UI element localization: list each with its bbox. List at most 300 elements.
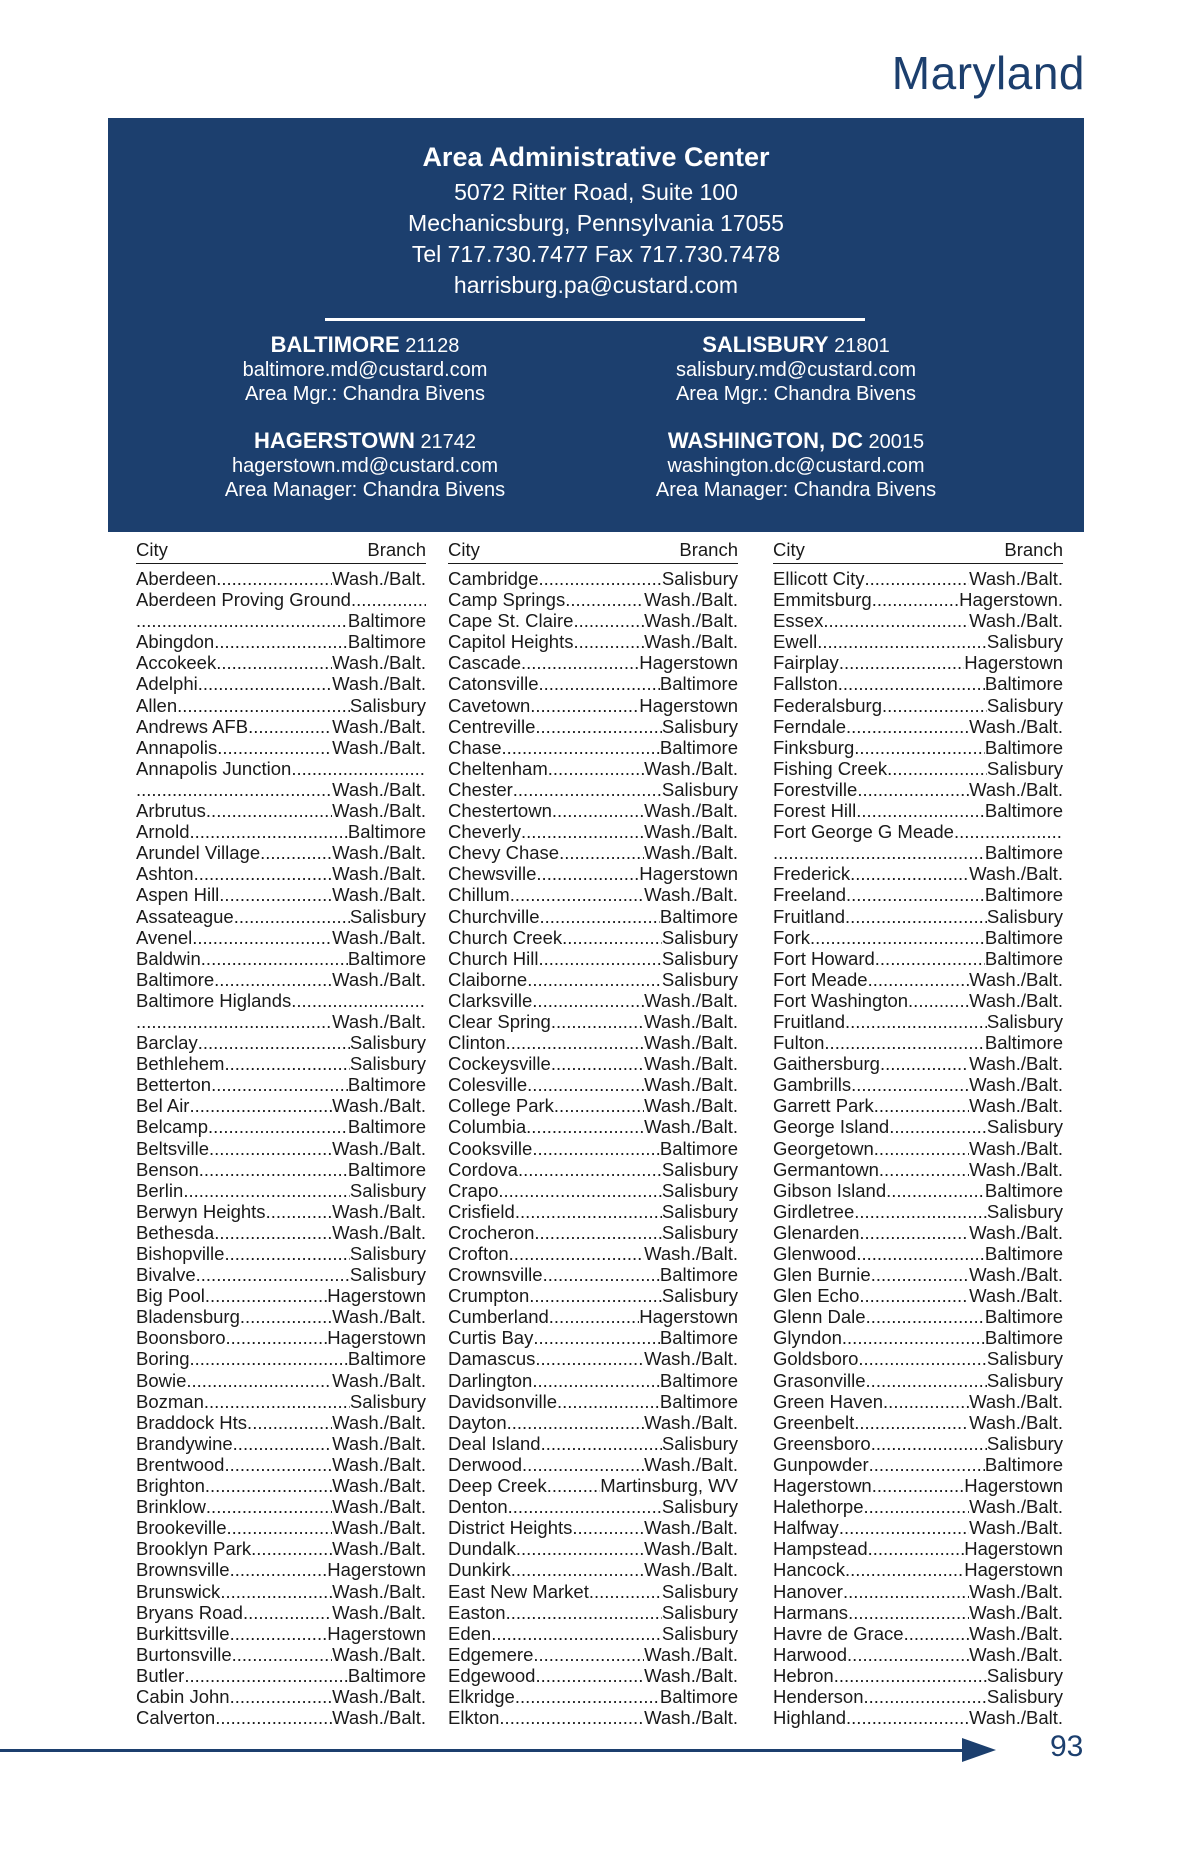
dot-leader [535, 716, 662, 737]
list-item [773, 1623, 1063, 1644]
branch-name: Salisbury [349, 1264, 426, 1286]
list-item [773, 1116, 1063, 1137]
dot-leader [856, 1243, 985, 1264]
branch-name: Wash./Balt. [644, 1559, 738, 1581]
branch-name: Wash./Balt. [644, 1116, 738, 1138]
list-item [136, 1306, 426, 1327]
branch-name: Baltimore [347, 1074, 426, 1096]
dot-leader [205, 1475, 332, 1496]
branch-name: Wash./Balt. [969, 1390, 1063, 1412]
dot-leader [491, 1623, 662, 1644]
branch-name: Wash./Balt. [969, 1496, 1063, 1518]
city-name: Bivalve [136, 1264, 196, 1286]
list-item [136, 1116, 426, 1137]
dot-leader [136, 610, 348, 631]
city-name: Columbia [448, 1116, 527, 1138]
dot-leader [234, 906, 350, 927]
city-name: Beltsville [136, 1137, 209, 1159]
list-item [773, 1095, 1063, 1116]
dot-leader [527, 1074, 644, 1095]
city-name: Hampstead [773, 1538, 868, 1560]
city-name: Ashton [136, 863, 194, 885]
dot-leader [842, 1327, 985, 1348]
branch-name: Wash./Balt. [332, 673, 426, 695]
city-list [448, 568, 738, 1728]
city-name: Denton [448, 1496, 508, 1518]
branch-name: Baltimore [347, 821, 426, 843]
dot-leader [882, 695, 987, 716]
dot-leader [206, 1496, 332, 1517]
branch-name: Salisbury [661, 1200, 738, 1222]
list-item [136, 695, 426, 716]
dot-leader [540, 906, 660, 927]
branch-name: Hagerstown [327, 1327, 426, 1349]
dot-leader [548, 758, 644, 779]
branch-name: Salisbury [349, 694, 426, 716]
dot-leader [230, 1623, 328, 1644]
branch-name: Salisbury [661, 968, 738, 990]
city-name: Betterton [136, 1074, 212, 1096]
branch-name: Wash./Balt. [332, 1685, 426, 1707]
list-item [448, 1623, 738, 1644]
city-name: Aspen Hill [136, 884, 220, 906]
branch-name: Salisbury [661, 1158, 738, 1180]
dot-leader [879, 1159, 969, 1180]
admin-address-line2: Mechanicsburg, Pennsylvania 17055 [408, 210, 784, 236]
branch-name: Baltimore [659, 1137, 738, 1159]
dot-leader [521, 652, 639, 673]
branch-name: Baltimore [659, 905, 738, 927]
city-header: City [448, 539, 480, 560]
dot-leader [522, 1454, 644, 1475]
city-name: Annapolis Junction [136, 757, 292, 779]
city-name: Dundalk [448, 1538, 516, 1560]
city-name: Gunpowder [773, 1453, 869, 1475]
branch-name: Salisbury [986, 905, 1063, 927]
list-item [136, 1559, 426, 1580]
dot-leader [204, 1391, 350, 1412]
city-name: Brownsville [136, 1559, 230, 1581]
city-name: Greenbelt [773, 1411, 855, 1433]
list-item [773, 1581, 1063, 1602]
dot-leader [260, 842, 332, 863]
dot-leader [904, 1623, 970, 1644]
city-name: Chevy Chase [448, 842, 560, 864]
branch-name: Hagerstown [964, 652, 1063, 674]
dot-leader [508, 1496, 662, 1517]
branch-name: Wash./Balt. [332, 800, 426, 822]
dot-leader [552, 1475, 600, 1496]
city-name: Gibson Island [773, 1179, 887, 1201]
city-name: Catonsville [448, 673, 539, 695]
dot-leader [589, 1581, 662, 1602]
branch-name: Salisbury [349, 1053, 426, 1075]
list-item [448, 1032, 738, 1053]
branch-name: Wash./Balt. [332, 1580, 426, 1602]
branch-header: Branch [679, 539, 738, 560]
dot-leader [224, 1243, 349, 1264]
city-name: Andrews AFB [136, 715, 249, 737]
city-name: Big Pool [136, 1285, 205, 1307]
branch-name: Baltimore [659, 1685, 738, 1707]
dot-leader [889, 1116, 987, 1137]
branch-name: Baltimore [347, 1158, 426, 1180]
branch-name: Hagerstown [639, 652, 738, 674]
branch-name: Wash./Balt. [332, 1538, 426, 1560]
list-item [136, 1285, 426, 1306]
branch-name: Baltimore [659, 1369, 738, 1391]
branch-name: Salisbury [349, 1179, 426, 1201]
column-header [136, 537, 426, 564]
city-name: Berlin [136, 1179, 184, 1201]
city-name: Calverton [136, 1707, 216, 1729]
city-name: Bethlehem [136, 1053, 225, 1075]
list-item [773, 779, 1063, 800]
dot-leader [214, 631, 348, 652]
list-item [773, 990, 1063, 1011]
branch-name: Wash./Balt. [332, 1601, 426, 1623]
dot-leader [573, 631, 644, 652]
branch-name: Baltimore [984, 842, 1063, 864]
dot-leader [220, 1581, 332, 1602]
branch-name: Salisbury [986, 1200, 1063, 1222]
dot-leader [883, 1391, 969, 1412]
city-name: Grasonville [773, 1369, 866, 1391]
branch-name: Baltimore [984, 736, 1063, 758]
branch-name: Wash./Balt. [644, 800, 738, 822]
city-name: Bowie [136, 1369, 187, 1391]
city-name: Braddock Hts. [136, 1411, 253, 1433]
list-item [773, 1370, 1063, 1391]
branch-name: Wash./Balt. [969, 1411, 1063, 1433]
city-name: Crownsville [448, 1264, 543, 1286]
branch-name: Baltimore [984, 926, 1063, 948]
city-name: Highland [773, 1707, 847, 1729]
list-item [773, 673, 1063, 694]
city-name: Chillum [448, 884, 510, 906]
dot-leader [252, 1412, 332, 1433]
list-item [448, 1348, 738, 1369]
branch-name: Wash./Balt. [332, 1010, 426, 1032]
dot-leader [498, 1180, 662, 1201]
list-item [448, 906, 738, 927]
dot-leader [552, 800, 644, 821]
dot-leader [511, 1559, 644, 1580]
dot-leader [233, 1433, 332, 1454]
list-item [136, 906, 426, 927]
branch-name: Baltimore [984, 1453, 1063, 1475]
list-item [773, 1243, 1063, 1264]
dot-leader [206, 800, 332, 821]
branch-name: Wash./Balt. [332, 1496, 426, 1518]
list-item [136, 1581, 426, 1602]
list-item [773, 884, 1063, 905]
city-list [773, 568, 1063, 1728]
dot-leader [532, 1138, 660, 1159]
list-item [448, 927, 738, 948]
list-item [136, 1623, 426, 1644]
city-name: Crapo [448, 1179, 499, 1201]
list-item [448, 1412, 738, 1433]
branch-hagerstown [155, 429, 575, 502]
divider [325, 318, 865, 321]
branch-name: Wash./Balt. [332, 1517, 426, 1539]
branch-name: Salisbury [661, 1285, 738, 1307]
dot-leader [219, 884, 332, 905]
list-item [448, 884, 738, 905]
dot-leader [858, 1348, 987, 1369]
list-item [136, 1538, 426, 1559]
city-name: Crisfield [448, 1200, 515, 1222]
branch-manager: Area Manager: Chandra Bivens [655, 479, 937, 501]
list-item [773, 1517, 1063, 1538]
city-name: Arnold [136, 821, 190, 843]
branch-name: Salisbury [661, 947, 738, 969]
dot-leader [535, 1665, 644, 1686]
city-name: Derwood [448, 1453, 523, 1475]
dot-leader [845, 906, 987, 927]
branch-name: Wash./Balt. [644, 589, 738, 611]
admin-email-link[interactable]: harrisburg.pa@custard.com [453, 272, 739, 298]
city-name: Adelphi [136, 673, 198, 695]
branch-name: Wash./Balt. [332, 568, 426, 589]
branch-name: Salisbury [986, 1369, 1063, 1391]
city-name: Harwood [773, 1643, 848, 1665]
list-item [448, 758, 738, 779]
list-item [773, 1285, 1063, 1306]
dot-leader [251, 1538, 332, 1559]
branch-name: Hagerstown [327, 1622, 426, 1644]
branch-name: SALISBURY [702, 332, 829, 357]
city-name: Fort George G Meade [773, 821, 954, 843]
list-item [773, 1222, 1063, 1243]
list-item [773, 631, 1063, 652]
list-item [773, 1644, 1063, 1665]
list-item [448, 1644, 738, 1665]
dot-leader [224, 1454, 332, 1475]
dot-leader [851, 1074, 969, 1095]
dot-leader [875, 948, 985, 969]
list-item [136, 800, 426, 821]
city-name: Girdletree [773, 1200, 855, 1222]
city-name: Easton [448, 1601, 506, 1623]
branch-name: Baltimore [984, 947, 1063, 969]
city-name: Essex [773, 610, 824, 632]
dot-leader [240, 1306, 332, 1327]
list-item [136, 1412, 426, 1433]
branch-name: Salisbury [986, 1116, 1063, 1138]
list-item [448, 1391, 738, 1412]
city-name: Arbrutus [136, 800, 206, 822]
city-name: Garrett Park [773, 1095, 874, 1117]
branch-name: Hagerstown [327, 1559, 426, 1581]
branch-name: Baltimore [659, 1390, 738, 1412]
list-item [136, 1095, 426, 1116]
branch-name: Wash./Balt. [969, 1137, 1063, 1159]
dot-leader [839, 652, 964, 673]
dot-leader [864, 1686, 987, 1707]
dot-leader [214, 969, 332, 990]
branch-name: Wash./Balt. [332, 652, 426, 674]
city-name: Bozman [136, 1390, 204, 1412]
dot-leader [510, 884, 644, 905]
dot-leader [266, 1201, 333, 1222]
list-item [773, 1496, 1063, 1517]
dot-leader [214, 1222, 332, 1243]
list-item [773, 716, 1063, 737]
city-name: Germantown [773, 1158, 879, 1180]
dot-leader [507, 1412, 644, 1433]
city-name: Allen [136, 694, 178, 716]
branch-zip: 21801 [834, 335, 890, 357]
page-title: Maryland [891, 47, 1085, 99]
city-name: Aberdeen Proving Ground [136, 589, 351, 611]
list-item [136, 1348, 426, 1369]
city-name: Capitol Heights [448, 631, 574, 653]
list-item [448, 1665, 738, 1686]
city-name: Green Haven [773, 1390, 884, 1412]
branch-email-link[interactable]: washington.dc@custard.com [667, 455, 925, 477]
dot-leader [186, 1370, 332, 1391]
dot-leader [177, 695, 350, 716]
city-header: City [136, 539, 168, 560]
dot-leader [201, 948, 348, 969]
dot-leader [871, 1433, 987, 1454]
list-item [136, 1454, 426, 1475]
list-item [136, 1644, 426, 1665]
dot-leader [839, 1517, 969, 1538]
branch-header: Branch [367, 539, 426, 560]
city-name: Brandywine [136, 1432, 233, 1454]
dot-leader [506, 1602, 662, 1623]
city-name: Baltimore [136, 968, 215, 990]
dot-leader [535, 1348, 644, 1369]
branch-name: Wash./Balt. [644, 1243, 738, 1264]
branch-name: Wash./Balt. [332, 1306, 426, 1328]
city-name: Glenn Dale [773, 1306, 866, 1328]
dot-leader [817, 631, 987, 652]
list-item [773, 1475, 1063, 1496]
dot-leader [847, 1644, 969, 1665]
city-name: Finksburg [773, 736, 855, 758]
city-name: Glen Burnie [773, 1264, 871, 1286]
list-item [773, 652, 1063, 673]
branch-baltimore [155, 333, 575, 406]
dot-leader [217, 737, 332, 758]
list-item [448, 1496, 738, 1517]
list-item [773, 948, 1063, 969]
list-item [773, 1707, 1063, 1728]
city-name: Hancock [773, 1559, 845, 1581]
dot-leader [215, 1707, 332, 1728]
dot-leader [824, 1032, 984, 1053]
list-item [136, 1517, 426, 1538]
list-item [448, 652, 738, 673]
list-item [773, 1559, 1063, 1580]
branch-name: Wash./Balt. [644, 989, 738, 1011]
branch-name: Wash./Balt. [332, 1200, 426, 1222]
branch-name: Salisbury [661, 1221, 738, 1243]
branch-name: Wash./Balt. [644, 1074, 738, 1096]
list-item [136, 1032, 426, 1053]
branch-name: Wash./Balt. [332, 884, 426, 906]
branch-name: Baltimore [347, 610, 426, 632]
dot-leader [562, 927, 662, 948]
list-item [773, 863, 1063, 884]
city-name: Harmans [773, 1601, 849, 1623]
list-item [448, 1285, 738, 1306]
list-item [448, 1559, 738, 1580]
list-item [448, 1095, 738, 1116]
list-item [136, 1011, 426, 1032]
dot-leader [518, 1159, 662, 1180]
dot-leader [866, 1306, 985, 1327]
dot-leader [224, 1053, 349, 1074]
branch-name: Wash./Balt. [332, 1707, 426, 1729]
branch-name: Wash./Balt. [332, 1411, 426, 1433]
branch-name: Wash./Balt. [332, 1221, 426, 1243]
city-name: Brentwood [136, 1453, 225, 1475]
branch-name: Wash./Balt. [969, 610, 1063, 632]
branch-name: Wash./Balt. [644, 1053, 738, 1075]
city-name: Church Hill [448, 947, 539, 969]
city-name: Camp Springs [448, 589, 566, 611]
city-name: Claiborne [448, 968, 528, 990]
city-name: Chase [448, 736, 502, 758]
dot-leader [539, 673, 660, 694]
list-item [136, 1264, 426, 1285]
dot-leader [857, 779, 969, 800]
dot-leader [216, 568, 332, 589]
list-item [448, 1581, 738, 1602]
branch-email-link[interactable]: baltimore.md@custard.com [242, 359, 488, 381]
branch-name: Wash./Balt. [969, 1707, 1063, 1729]
list-item [448, 568, 738, 589]
branch-name: Baltimore [347, 947, 426, 969]
city-name: Boring [136, 1348, 190, 1370]
city-name: Deep Creek. [448, 1475, 552, 1497]
city-name: Cheverly [448, 821, 521, 843]
list-item [448, 1454, 738, 1475]
branch-name: Hagerstown [639, 1306, 738, 1328]
arrow-right-icon [962, 1738, 996, 1762]
branch-name: Wash./Balt. [644, 1707, 738, 1729]
list-item [448, 800, 738, 821]
city-name: Dayton [448, 1411, 507, 1433]
dot-leader [499, 1707, 644, 1728]
branch-name: Salisbury [986, 757, 1063, 779]
city-name: Cavetown [448, 694, 531, 716]
list-item [773, 589, 1063, 610]
branch-email-link[interactable]: salisbury.md@custard.com [676, 359, 916, 381]
branch-email-link[interactable]: hagerstown.md@custard.com [232, 455, 498, 477]
branch-name: Baltimore [659, 1327, 738, 1349]
city-name: Baltimore Higlands [136, 989, 292, 1011]
list-item [448, 821, 738, 842]
branch-name: Wash./Balt. [644, 1643, 738, 1665]
branch-name: Baltimore [984, 1306, 1063, 1328]
list-item [448, 1011, 738, 1032]
list-item [448, 1475, 738, 1496]
list-item [773, 737, 1063, 758]
dot-leader [869, 1454, 985, 1475]
branch-name: Wash./Balt. [332, 1369, 426, 1391]
city-name: Havre de Grace [773, 1622, 904, 1644]
list-item [136, 716, 426, 737]
dot-leader [199, 1159, 348, 1180]
city-name: Colesville [448, 1074, 528, 1096]
dot-leader [509, 1243, 644, 1264]
